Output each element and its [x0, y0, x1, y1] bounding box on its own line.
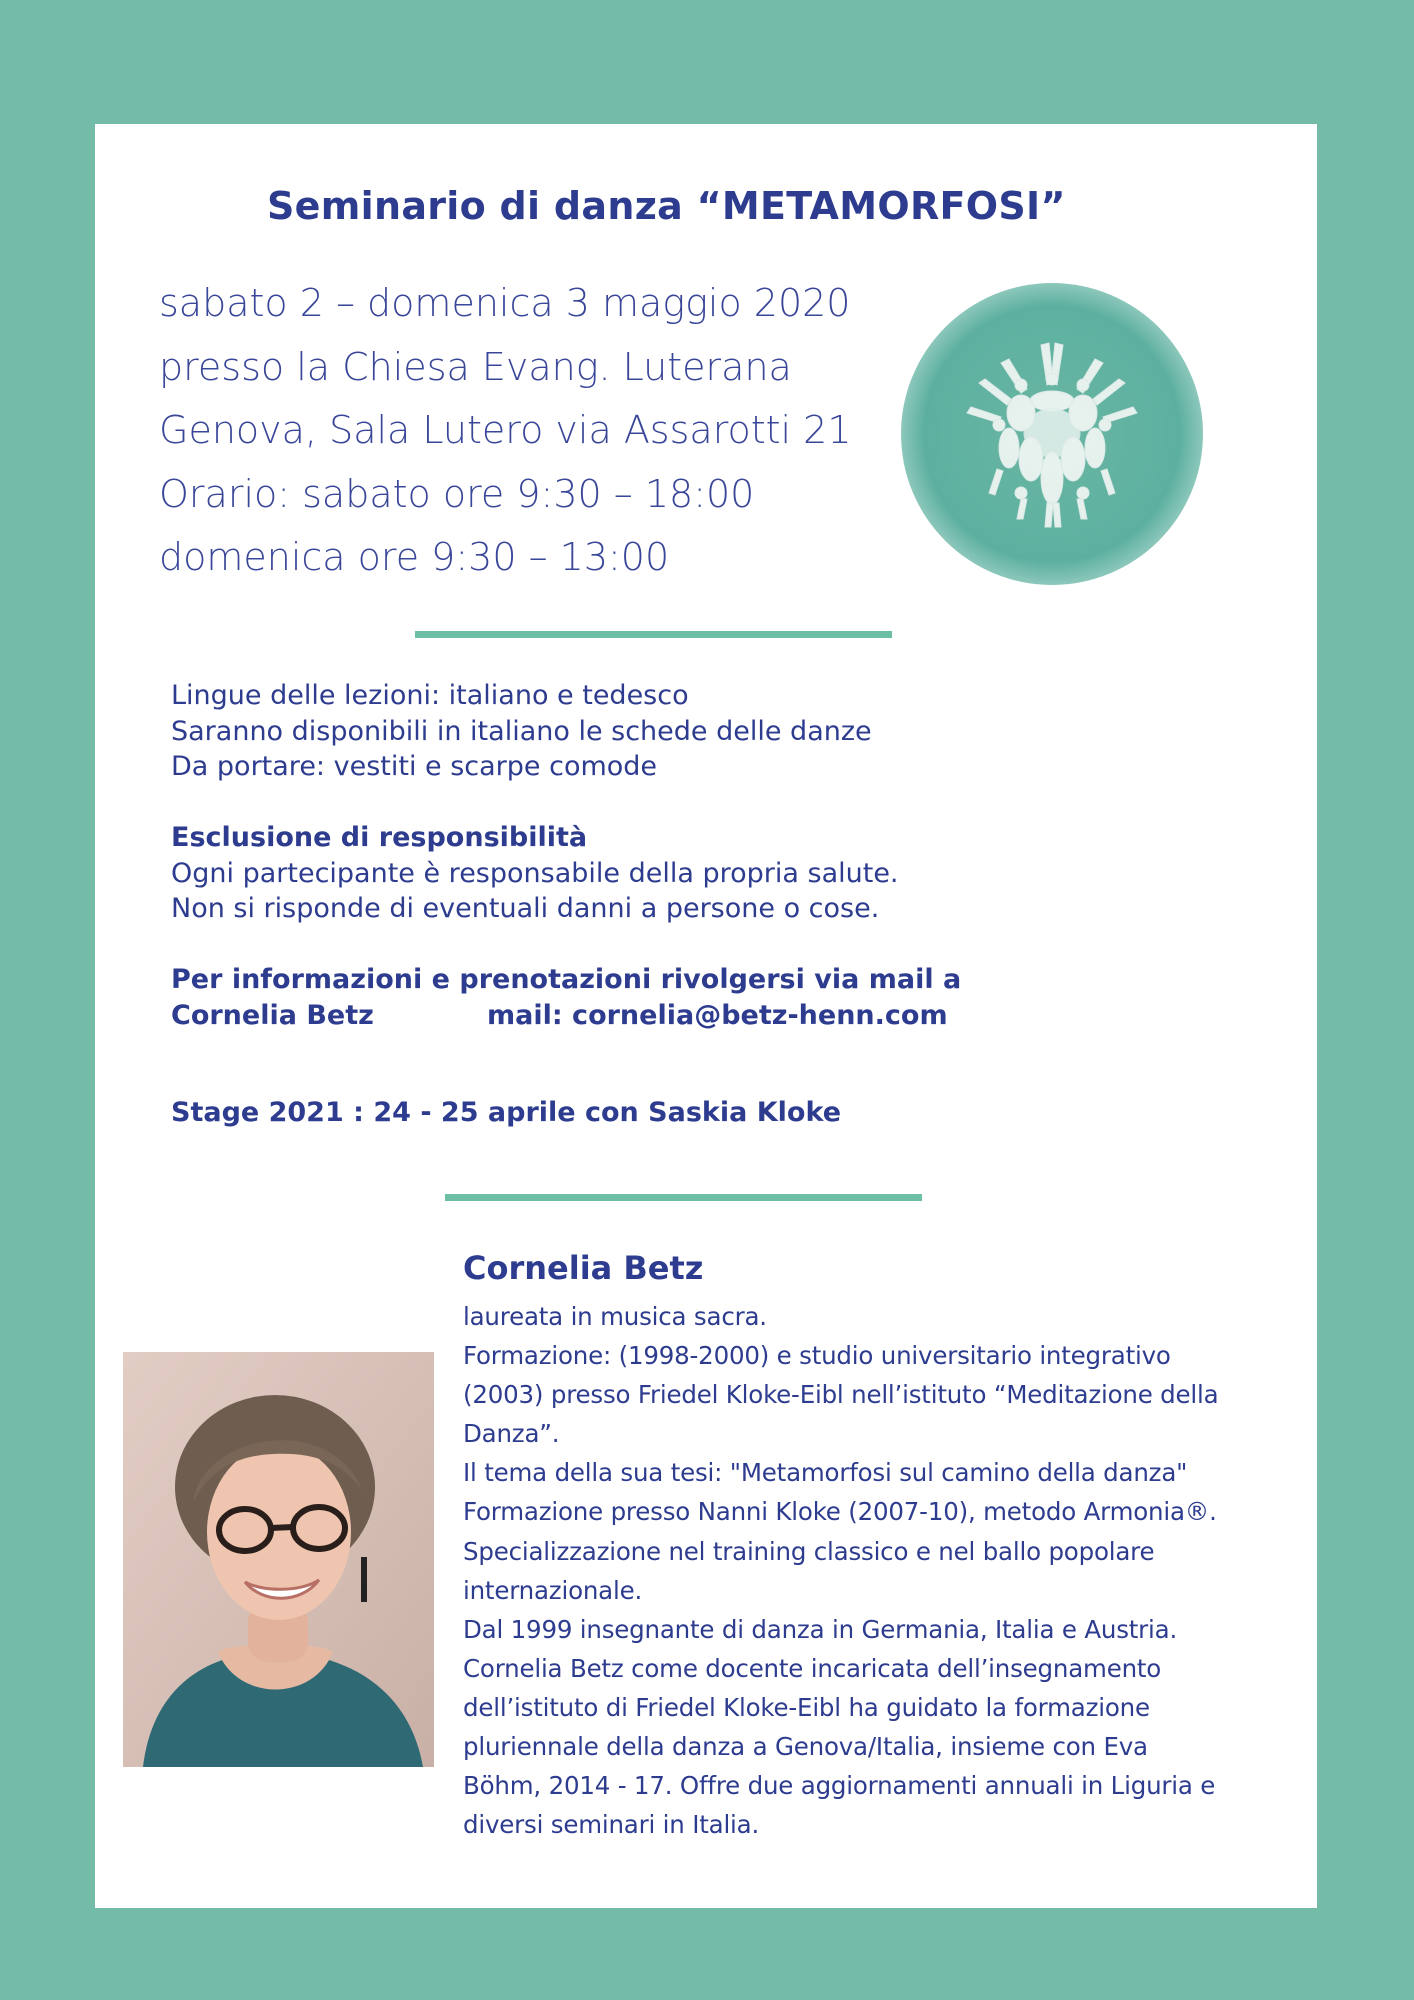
- bio-line: laureata in musica sacra.: [463, 1302, 767, 1331]
- dance-circle-image: [901, 283, 1203, 585]
- event-address: Genova, Sala Lutero via Assarotti 21: [159, 408, 852, 452]
- practical-info: [171, 678, 1071, 1033]
- bio-line: Cornelia Betz come docente incaricata dell’insegnamento: [463, 1653, 1162, 1683]
- event-schedule-sunday: domenica ore 9:30 – 13:00: [159, 535, 670, 579]
- contact-intro: Per informazioni e prenotazioni rivolgersi via mail a: [171, 964, 962, 995]
- section-divider: [445, 1194, 922, 1201]
- bio-line: Formazione: (1998-2000) e studio universitario integrativo: [463, 1341, 1171, 1371]
- event-details: [159, 272, 899, 590]
- event-schedule-saturday: Orario: sabato ore 9:30 – 18:00: [159, 471, 755, 516]
- bio-line: Danza”.: [463, 1419, 560, 1449]
- bio-line: dell’istituto di Friedel Kloke-Eibl ha guidato la formazione: [463, 1692, 1150, 1722]
- contact-name: Cornelia Betz: [171, 999, 374, 1031]
- bio-name: Cornelia Betz: [463, 1249, 704, 1287]
- disclaimer-heading: Esclusione di responsibilità: [171, 822, 588, 853]
- bio-line: pluriennale della danza a Genova/Italia, insieme con Eva: [463, 1732, 1148, 1762]
- section-divider: [415, 631, 892, 638]
- stage-2021-note: Stage 2021 : 24 - 25 aprile con Saskia Kloke: [171, 1097, 842, 1128]
- languages-text: Lingue delle lezioni: italiano e tedesco: [171, 680, 689, 711]
- event-venue: presso la Chiesa Evang. Luterana: [159, 344, 792, 389]
- disclaimer-damages: Non si risponde di eventuali danni a persone o cose.: [171, 893, 880, 924]
- portrait-photo: [123, 1352, 434, 1767]
- dancers-illustration: [901, 283, 1203, 585]
- disclaimer-health: Ogni partecipante è responsabile della propria salute.: [171, 857, 899, 889]
- bio-line: internazionale.: [463, 1575, 643, 1605]
- bio-line: Il tema della sua tesi: "Metamorfosi sul camino della danza": [463, 1458, 1188, 1488]
- event-date: sabato 2 – domenica 3 maggio 2020: [159, 281, 851, 325]
- contact-email[interactable]: mail: cornelia@betz-henn.com: [487, 999, 948, 1031]
- bio-text: [463, 1297, 1233, 1844]
- bio-line: Böhm, 2014 - 17. Offre due aggiornamenti annuali in Liguria e: [463, 1771, 1216, 1801]
- bio-line: Formazione presso Nanni Kloke (2007-10), metodo Armonia®.: [463, 1497, 1217, 1527]
- bio-line: Dal 1999 insegnante di danza in Germania, Italia e Austria.: [463, 1614, 1178, 1644]
- bio-line: (2003) presso Friedel Kloke-Eibl nell’istituto “Meditazione della: [463, 1380, 1219, 1410]
- flyer-page: [95, 124, 1317, 1908]
- bio-line: diversi seminari in Italia.: [463, 1810, 760, 1840]
- contact-row: [171, 998, 1071, 1034]
- bring-text: Da portare: vestiti e scarpe comode: [171, 751, 658, 782]
- dance-sheets-text: Saranno disponibili in italiano le schede delle danze: [171, 715, 872, 747]
- page-title: Seminario di danza “METAMORFOSI”: [267, 184, 1066, 228]
- bio-line: Specializzazione nel training classico e nel ballo popolare: [463, 1536, 1155, 1566]
